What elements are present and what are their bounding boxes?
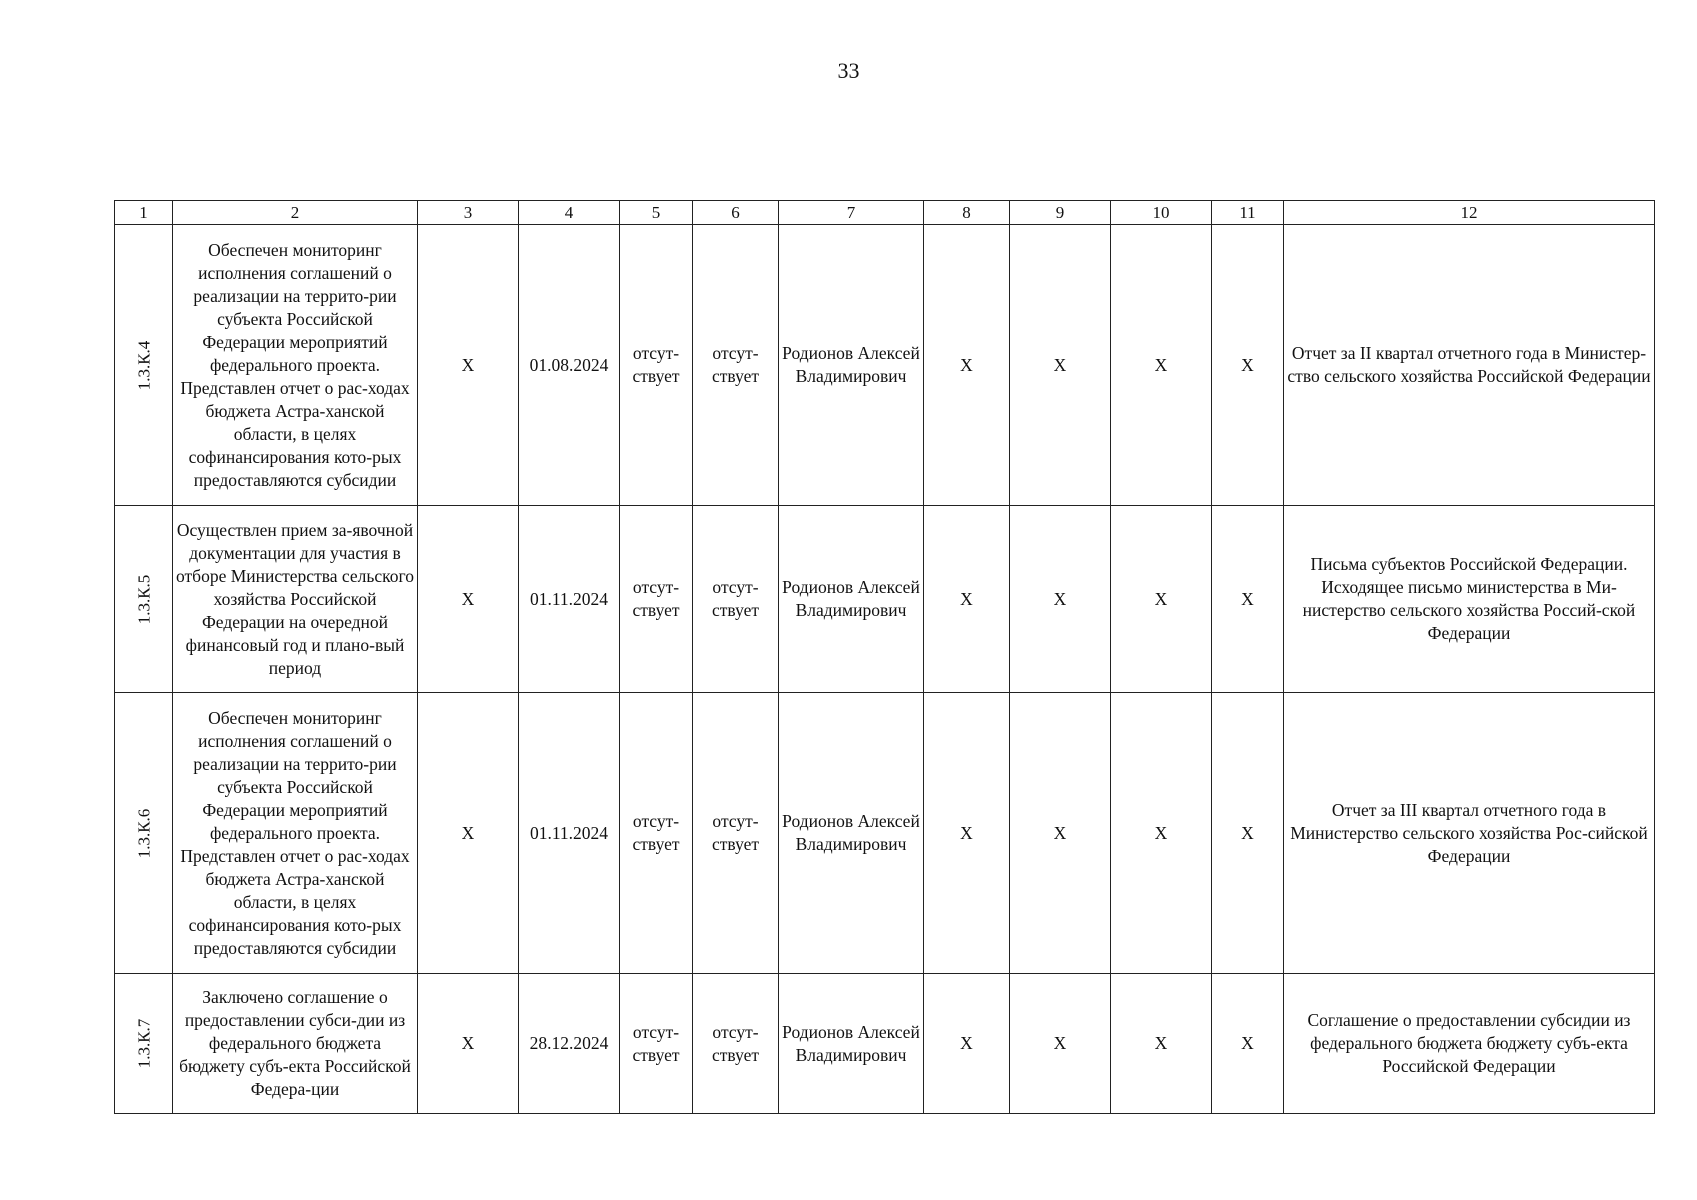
cell-x: Х bbox=[1212, 506, 1284, 693]
description-cell: Осуществлен прием за-явочной документации для участия в отборе Министерства сельского хозяйства Российской Федерации на очередной финансовый год и плано-вый период bbox=[173, 506, 418, 693]
column-number: 2 bbox=[173, 201, 418, 225]
cell-x: Х bbox=[1111, 225, 1212, 506]
cell-x: Х bbox=[1212, 974, 1284, 1114]
date-cell: 01.11.2024 bbox=[519, 506, 620, 693]
column-number: 11 bbox=[1212, 201, 1284, 225]
cell-x: Х bbox=[1111, 974, 1212, 1114]
column-number: 9 bbox=[1010, 201, 1111, 225]
absent-cell: отсут-ствует bbox=[693, 506, 779, 693]
date-cell: 01.08.2024 bbox=[519, 225, 620, 506]
result-cell: Соглашение о предоставлении субсидии из федерального бюджета бюджету субъ-екта Российской Федерации bbox=[1284, 974, 1655, 1114]
cell-x: Х bbox=[1111, 506, 1212, 693]
column-number: 3 bbox=[418, 201, 519, 225]
cell-x: Х bbox=[1212, 693, 1284, 974]
row-code-cell bbox=[115, 225, 173, 506]
table-row bbox=[115, 974, 1655, 1114]
cell-x: Х bbox=[924, 974, 1010, 1114]
responsible-cell: Родионов Алексей Владимирович bbox=[779, 506, 924, 693]
absent-cell: отсут-ствует bbox=[693, 225, 779, 506]
row-code: 1.3.К.5 bbox=[134, 574, 153, 624]
column-number: 7 bbox=[779, 201, 924, 225]
cell-x: Х bbox=[418, 225, 519, 506]
absent-cell: отсут-ствует bbox=[693, 974, 779, 1114]
date-cell: 28.12.2024 bbox=[519, 974, 620, 1114]
table-row bbox=[115, 225, 1655, 506]
column-number: 8 bbox=[924, 201, 1010, 225]
result-cell: Письма субъектов Российской Федерации. Исходящее письмо министерства в Ми-нистерство сельского хозяйства Россий-ской Федерации bbox=[1284, 506, 1655, 693]
column-number-row bbox=[115, 201, 1655, 225]
cell-x: Х bbox=[1010, 506, 1111, 693]
absent-cell: отсут-ствует bbox=[620, 506, 693, 693]
cell-x: Х bbox=[1010, 974, 1111, 1114]
result-cell: Отчет за III квартал отчетного года в Министерство сельского хозяйства Рос-сийской Федерации bbox=[1284, 693, 1655, 974]
table-row bbox=[115, 506, 1655, 693]
row-code-cell bbox=[115, 693, 173, 974]
cell-x: Х bbox=[1010, 225, 1111, 506]
plan-table bbox=[114, 200, 1655, 1114]
cell-x: Х bbox=[1212, 225, 1284, 506]
absent-cell: отсут-ствует bbox=[620, 974, 693, 1114]
cell-x: Х bbox=[1111, 693, 1212, 974]
description-cell: Обеспечен мониторинг исполнения соглашений о реализации на террито-рии субъекта Российской Федерации мероприятий федерального проекта. Представлен отчет о рас-ходах бюджета Астра-ханской области, в целях софинансирования кото-рых предоставляются субсидии bbox=[173, 225, 418, 506]
description-cell: Заключено соглашение о предоставлении субси-дии из федерального бюджета бюджету субъ-екта Российской Федера-ции bbox=[173, 974, 418, 1114]
cell-x: Х bbox=[1010, 693, 1111, 974]
row-code: 1.3.К.4 bbox=[134, 340, 153, 390]
column-number: 10 bbox=[1111, 201, 1212, 225]
column-number: 12 bbox=[1284, 201, 1655, 225]
table-row bbox=[115, 693, 1655, 974]
absent-cell: отсут-ствует bbox=[620, 693, 693, 974]
result-cell: Отчет за II квартал отчетного года в Министер-ство сельского хозяйства Российской Федерации bbox=[1284, 225, 1655, 506]
column-number: 6 bbox=[693, 201, 779, 225]
responsible-cell: Родионов Алексей Владимирович bbox=[779, 974, 924, 1114]
row-code: 1.3.К.6 bbox=[134, 808, 153, 858]
row-code: 1.3.К.7 bbox=[134, 1018, 153, 1069]
cell-x: Х bbox=[924, 693, 1010, 974]
responsible-cell: Родионов Алексей Владимирович bbox=[779, 225, 924, 506]
cell-x: Х bbox=[418, 693, 519, 974]
cell-x: Х bbox=[418, 974, 519, 1114]
column-number: 1 bbox=[115, 201, 173, 225]
row-code-cell bbox=[115, 506, 173, 693]
responsible-cell: Родионов Алексей Владимирович bbox=[779, 693, 924, 974]
description-cell: Обеспечен мониторинг исполнения соглашений о реализации на террито-рии субъекта Российской Федерации мероприятий федерального проекта. Представлен отчет о рас-ходах бюджета Астра-ханской области, в целях софинансирования кото-рых предоставляются субсидии bbox=[173, 693, 418, 974]
cell-x: Х bbox=[924, 506, 1010, 693]
column-number: 4 bbox=[519, 201, 620, 225]
column-number: 5 bbox=[620, 201, 693, 225]
page-number: 33 bbox=[837, 58, 860, 83]
absent-cell: отсут-ствует bbox=[620, 225, 693, 506]
cell-x: Х bbox=[418, 506, 519, 693]
row-code-cell bbox=[115, 974, 173, 1114]
date-cell: 01.11.2024 bbox=[519, 693, 620, 974]
cell-x: Х bbox=[924, 225, 1010, 506]
absent-cell: отсут-ствует bbox=[693, 693, 779, 974]
